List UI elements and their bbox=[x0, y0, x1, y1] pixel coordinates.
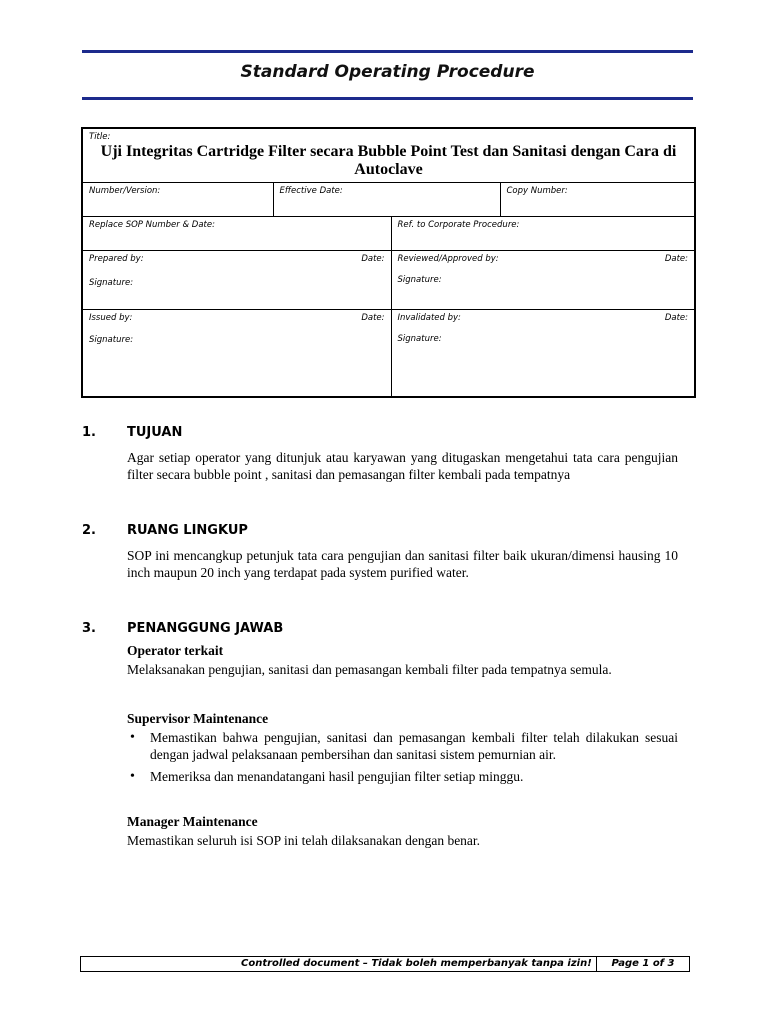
page-number: Page 1 of 3 bbox=[596, 957, 689, 971]
title-label: Title: bbox=[89, 132, 111, 142]
section-heading: TUJUAN bbox=[127, 425, 183, 440]
sop-header-table bbox=[81, 127, 696, 398]
replace-sop-label: Replace SOP Number & Date: bbox=[89, 220, 215, 230]
document-type-title: Standard Operating Procedure bbox=[240, 62, 535, 82]
invalidated-cell bbox=[391, 310, 695, 397]
reviewed-label: Reviewed/Approved by: bbox=[397, 254, 499, 264]
copy-number-label: Copy Number: bbox=[506, 186, 568, 196]
reviewed-signature-label: Signature: bbox=[397, 275, 442, 285]
ref-corporate-label: Ref. to Corporate Procedure: bbox=[397, 220, 520, 230]
list-item: • Memastikan bahwa pengujian, sanitasi dan pemasangan kembali filter telah dilakukan sesuai dengan jadwal pelaksanaan pembersihan dan sanitasi sistem pemurnian air. bbox=[127, 729, 678, 763]
issued-by-cell bbox=[82, 310, 391, 397]
reviewed-cell bbox=[391, 251, 695, 310]
copy-number-cell bbox=[500, 183, 695, 217]
title-cell bbox=[82, 128, 695, 183]
role-title: Supervisor Maintenance bbox=[127, 711, 269, 726]
replace-sop-cell bbox=[82, 217, 391, 251]
invalidated-date-label: Date: bbox=[664, 313, 689, 323]
header-top-rule bbox=[82, 50, 693, 53]
header-bottom-rule bbox=[82, 97, 693, 100]
role-title: Operator terkait bbox=[127, 643, 224, 658]
role-title: Manager Maintenance bbox=[127, 814, 258, 829]
role-bullets bbox=[127, 729, 678, 790]
number-version-label: Number/Version: bbox=[89, 186, 161, 196]
issued-by-label: Issued by: bbox=[89, 313, 133, 323]
invalidated-signature-label: Signature: bbox=[397, 334, 442, 344]
invalidated-label: Invalidated by: bbox=[397, 313, 461, 323]
effective-date-label: Effective Date: bbox=[279, 186, 343, 196]
prepared-date-label: Date: bbox=[361, 254, 385, 264]
prepared-by-cell bbox=[82, 251, 391, 310]
prepared-signature-label: Signature: bbox=[89, 278, 134, 288]
section-heading: PENANGGUNG JAWAB bbox=[127, 621, 284, 636]
number-version-cell bbox=[82, 183, 273, 217]
section-number: 1. bbox=[82, 425, 96, 440]
section-number: 3. bbox=[82, 621, 96, 636]
prepared-by-label: Prepared by: bbox=[89, 254, 144, 264]
issued-signature-label: Signature: bbox=[89, 335, 134, 345]
ref-corporate-cell bbox=[391, 217, 695, 251]
section-text: SOP ini mencangkup petunjuk tata cara pengujian dan sanitasi filter baik ukuran/dimensi hausing 10 inch maupun 20 inch yang terdapat pada system purified water. bbox=[127, 548, 678, 580]
issued-date-label: Date: bbox=[361, 313, 385, 323]
role-text: Melaksanakan pengujian, sanitasi dan pemasangan kembali filter pada tempatnya semula. bbox=[127, 662, 612, 677]
sop-title: Uji Integritas Cartridge Filter secara Bubble Point Test dan Sanitasi dengan Cara di Autoclave bbox=[100, 143, 677, 178]
controlled-document-note: Controlled document – Tidak boleh memperbanyak tanpa izin! bbox=[241, 958, 592, 969]
page-footer bbox=[80, 956, 690, 972]
section-number: 2. bbox=[82, 523, 96, 538]
section-heading: RUANG LINGKUP bbox=[127, 523, 248, 538]
effective-date-cell bbox=[273, 183, 500, 217]
role-text: Memastikan seluruh isi SOP ini telah dilaksanakan dengan benar. bbox=[127, 833, 481, 848]
reviewed-date-label: Date: bbox=[664, 254, 689, 264]
list-item: • Memeriksa dan menandatangani hasil pengujian filter setiap minggu. bbox=[127, 768, 678, 785]
section-text: Agar setiap operator yang ditunjuk atau karyawan yang ditugaskan mengetahui tata cara pengujian filter secara bubble point , sanitasi dan pemasangan filter kembali pada tempatnya bbox=[127, 450, 678, 482]
